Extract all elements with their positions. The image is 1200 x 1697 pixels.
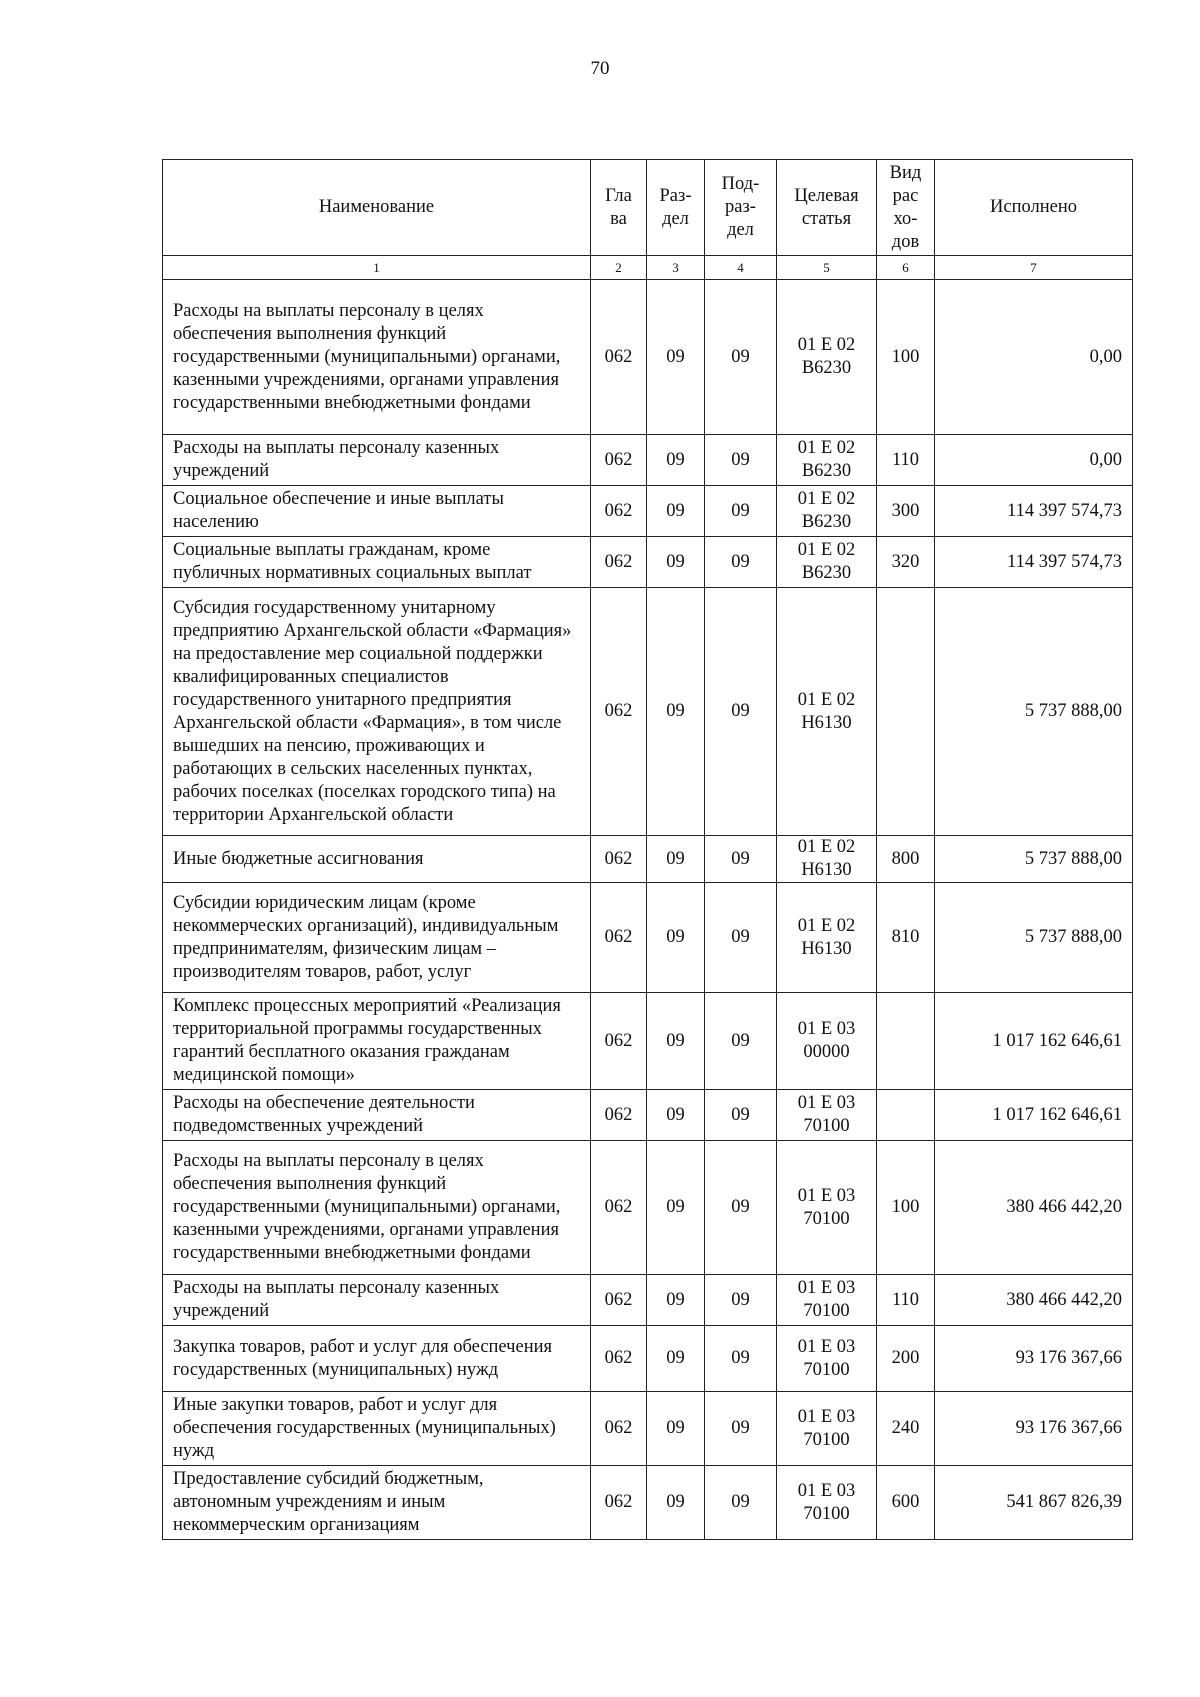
row-celevaya-cell: 01 Е 02 Н6130: [777, 588, 877, 836]
row-celevaya-cell: 01 Е 02 Н6130: [777, 836, 877, 883]
header-vid: Вид рас хо- дов: [877, 160, 935, 256]
row-vid-cell: 200: [877, 1326, 935, 1392]
column-number: 5: [777, 256, 877, 280]
row-amount-cell: 5 737 888,00: [935, 883, 1133, 993]
row-amount-cell: 1 017 162 646,61: [935, 1090, 1133, 1141]
table-row: [163, 1090, 1133, 1141]
header-glava: Гла ва: [591, 160, 647, 256]
row-vid-cell: [877, 1090, 935, 1141]
row-glava-cell: 062: [591, 993, 647, 1090]
row-podrazdel-cell: 09: [705, 1141, 777, 1275]
header-ispolneno: Исполнено: [935, 160, 1133, 256]
row-name-cell: Социальные выплаты гражданам, кроме публичных нормативных социальных выплат: [163, 537, 591, 588]
row-celevaya-cell: 01 Е 03 70100: [777, 1392, 877, 1466]
row-amount-cell: 5 737 888,00: [935, 836, 1133, 883]
budget-table: [162, 159, 1133, 1540]
row-celevaya-cell: 01 Е 02 В6230: [777, 280, 877, 435]
row-razdel-cell: 09: [647, 1466, 705, 1540]
row-vid-cell: 600: [877, 1466, 935, 1540]
row-podrazdel-cell: 09: [705, 1326, 777, 1392]
row-razdel-cell: 09: [647, 993, 705, 1090]
row-glava-cell: 062: [591, 1275, 647, 1326]
table-row: [163, 1275, 1133, 1326]
table-row: [163, 1141, 1133, 1275]
row-vid-cell: 320: [877, 537, 935, 588]
row-celevaya-cell: 01 Е 02 В6230: [777, 537, 877, 588]
row-podrazdel-cell: 09: [705, 537, 777, 588]
header-celevaya: Целевая статья: [777, 160, 877, 256]
table-row: [163, 486, 1133, 537]
header-podrazdel: Под- раз- дел: [705, 160, 777, 256]
row-name-cell: Предоставление субсидий бюджетным, автономным учреждениям и иным некоммерческим организациям: [163, 1466, 591, 1540]
table-row: [163, 435, 1133, 486]
row-amount-cell: 0,00: [935, 280, 1133, 435]
row-vid-cell: [877, 588, 935, 836]
row-razdel-cell: 09: [647, 1326, 705, 1392]
row-amount-cell: 93 176 367,66: [935, 1326, 1133, 1392]
row-celevaya-cell: 01 Е 03 70100: [777, 1326, 877, 1392]
row-amount-cell: 114 397 574,73: [935, 486, 1133, 537]
table-row: [163, 993, 1133, 1090]
row-razdel-cell: 09: [647, 280, 705, 435]
column-number: 3: [647, 256, 705, 280]
row-glava-cell: 062: [591, 280, 647, 435]
row-vid-cell: 110: [877, 435, 935, 486]
row-name-cell: Субсидии юридическим лицам (кроме некоммерческих организаций), индивидуальным предпринимателям, физическим лицам – производителям товаров, работ, услуг: [163, 883, 591, 993]
column-number: 7: [935, 256, 1133, 280]
row-razdel-cell: 09: [647, 1090, 705, 1141]
row-razdel-cell: 09: [647, 486, 705, 537]
row-podrazdel-cell: 09: [705, 435, 777, 486]
row-vid-cell: [877, 993, 935, 1090]
row-vid-cell: 240: [877, 1392, 935, 1466]
row-celevaya-cell: 01 Е 02 Н6130: [777, 883, 877, 993]
row-celevaya-cell: 01 Е 03 70100: [777, 1141, 877, 1275]
row-razdel-cell: 09: [647, 1392, 705, 1466]
row-podrazdel-cell: 09: [705, 883, 777, 993]
column-number: 2: [591, 256, 647, 280]
row-name-cell: Расходы на обеспечение деятельности подведомственных учреждений: [163, 1090, 591, 1141]
row-vid-cell: 300: [877, 486, 935, 537]
row-glava-cell: 062: [591, 1090, 647, 1141]
row-name-cell: Субсидия государственному унитарному предприятию Архангельской области «Фармация» на предоставление мер социальной поддержки квалифицированных специалистов государственного унитарного предприятия Архангельской области «Фармация», в том числе вышедших на пенсию, проживающих и работающих в сельских населенных пунктах, рабочих поселках (поселках городского типа) на территории Архангельской области: [163, 588, 591, 836]
table-row: [163, 280, 1133, 435]
row-podrazdel-cell: 09: [705, 993, 777, 1090]
table-row: [163, 1326, 1133, 1392]
row-razdel-cell: 09: [647, 1275, 705, 1326]
row-name-cell: Иные закупки товаров, работ и услуг для обеспечения государственных (муниципальных) нужд: [163, 1392, 591, 1466]
header-name: Наименование: [163, 160, 591, 256]
row-glava-cell: 062: [591, 1466, 647, 1540]
table-header-row: [163, 160, 1133, 256]
row-glava-cell: 062: [591, 435, 647, 486]
row-razdel-cell: 09: [647, 1141, 705, 1275]
table-row: [163, 537, 1133, 588]
row-celevaya-cell: 01 Е 03 00000: [777, 993, 877, 1090]
table-row: [163, 883, 1133, 993]
table-body: [163, 280, 1133, 1540]
page-number: 70: [590, 58, 610, 79]
row-name-cell: Расходы на выплаты персоналу в целях обеспечения выполнения функций государственными (муниципальными) органами, казенными учреждениями, органами управления государственными внебюджетными фондами: [163, 1141, 591, 1275]
row-vid-cell: 100: [877, 1141, 935, 1275]
row-name-cell: Расходы на выплаты персоналу казенных учреждений: [163, 1275, 591, 1326]
row-razdel-cell: 09: [647, 435, 705, 486]
row-razdel-cell: 09: [647, 588, 705, 836]
row-amount-cell: 5 737 888,00: [935, 588, 1133, 836]
table-row: [163, 1466, 1133, 1540]
row-podrazdel-cell: 09: [705, 280, 777, 435]
row-glava-cell: 062: [591, 1392, 647, 1466]
row-amount-cell: 541 867 826,39: [935, 1466, 1133, 1540]
row-name-cell: Комплекс процессных мероприятий «Реализация территориальной программы государственных гарантий бесплатного оказания гражданам медицинской помощи»: [163, 993, 591, 1090]
row-amount-cell: 380 466 442,20: [935, 1141, 1133, 1275]
row-glava-cell: 062: [591, 537, 647, 588]
row-razdel-cell: 09: [647, 836, 705, 883]
row-name-cell: Закупка товаров, работ и услуг для обеспечения государственных (муниципальных) нужд: [163, 1326, 591, 1392]
row-amount-cell: 93 176 367,66: [935, 1392, 1133, 1466]
column-number: 4: [705, 256, 777, 280]
table-row: [163, 1392, 1133, 1466]
row-celevaya-cell: 01 Е 02 В6230: [777, 435, 877, 486]
row-vid-cell: 100: [877, 280, 935, 435]
row-glava-cell: 062: [591, 486, 647, 537]
row-podrazdel-cell: 09: [705, 1275, 777, 1326]
row-vid-cell: 110: [877, 1275, 935, 1326]
row-amount-cell: 380 466 442,20: [935, 1275, 1133, 1326]
row-celevaya-cell: 01 Е 03 70100: [777, 1090, 877, 1141]
row-name-cell: Иные бюджетные ассигнования: [163, 836, 591, 883]
row-celevaya-cell: 01 Е 02 В6230: [777, 486, 877, 537]
row-podrazdel-cell: 09: [705, 836, 777, 883]
row-podrazdel-cell: 09: [705, 588, 777, 836]
row-podrazdel-cell: 09: [705, 1392, 777, 1466]
column-number: 6: [877, 256, 935, 280]
row-glava-cell: 062: [591, 883, 647, 993]
row-amount-cell: 1 017 162 646,61: [935, 993, 1133, 1090]
table-row: [163, 588, 1133, 836]
row-razdel-cell: 09: [647, 537, 705, 588]
row-podrazdel-cell: 09: [705, 1466, 777, 1540]
row-vid-cell: 810: [877, 883, 935, 993]
row-glava-cell: 062: [591, 1326, 647, 1392]
column-number: 1: [163, 256, 591, 280]
table-row: [163, 836, 1133, 883]
row-razdel-cell: 09: [647, 883, 705, 993]
row-celevaya-cell: 01 Е 03 70100: [777, 1275, 877, 1326]
row-name-cell: Расходы на выплаты персоналу в целях обеспечения выполнения функций государственными (муниципальными) органами, казенными учреждениями, органами управления государственными внебюджетными фондами: [163, 280, 591, 435]
row-amount-cell: 0,00: [935, 435, 1133, 486]
row-glava-cell: 062: [591, 1141, 647, 1275]
row-glava-cell: 062: [591, 588, 647, 836]
row-podrazdel-cell: 09: [705, 1090, 777, 1141]
row-podrazdel-cell: 09: [705, 486, 777, 537]
header-razdel: Раз- дел: [647, 160, 705, 256]
row-celevaya-cell: 01 Е 03 70100: [777, 1466, 877, 1540]
column-number-row: [163, 256, 1133, 280]
row-vid-cell: 800: [877, 836, 935, 883]
row-amount-cell: 114 397 574,73: [935, 537, 1133, 588]
row-name-cell: Расходы на выплаты персоналу казенных учреждений: [163, 435, 591, 486]
row-glava-cell: 062: [591, 836, 647, 883]
row-name-cell: Социальное обеспечение и иные выплаты населению: [163, 486, 591, 537]
